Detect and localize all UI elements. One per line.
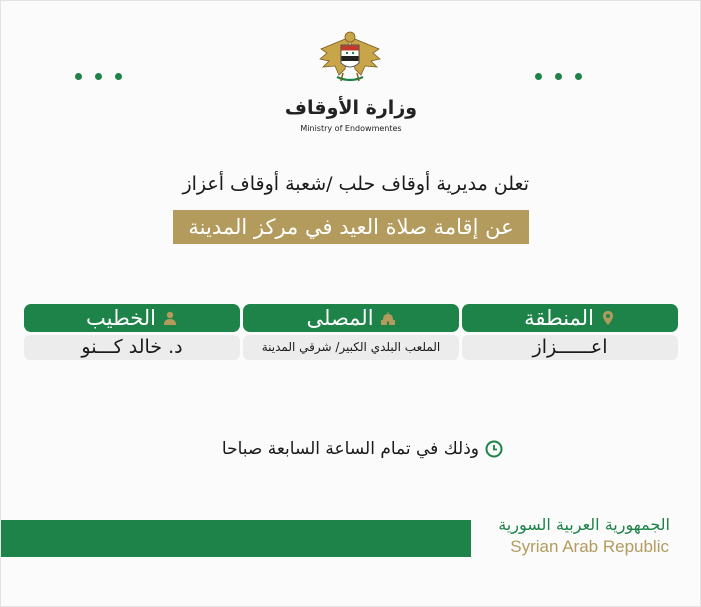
mosque-icon [380, 310, 396, 326]
region-value: اعــــــزاز [462, 335, 678, 360]
prayer-place-column [243, 304, 459, 360]
decorative-dots-left [75, 73, 122, 80]
prayer-time-text: وذلك في تمام الساعة السابعة صباحا [221, 439, 479, 459]
prayer-place-value: الملعب البلدي الكبير/ شرقي المدينة [243, 335, 459, 360]
region-column [462, 304, 678, 360]
ministry-name-arabic: وزارة الأوقاف [284, 97, 418, 119]
prayer-time [151, 439, 503, 459]
location-pin-icon [600, 310, 616, 326]
region-header [462, 304, 678, 332]
republic-name-english: Syrian Arab Republic [510, 537, 669, 556]
footer-green-bar [1, 520, 471, 557]
decorative-dots-right [535, 73, 582, 80]
preacher-title: الخطيب [86, 306, 156, 330]
clock-icon [485, 440, 503, 458]
person-icon [162, 310, 178, 326]
republic-name-arabic: الجمهورية العربية السورية [498, 515, 670, 534]
ministry-name-english: Ministry of Endowmentes [300, 124, 402, 133]
preacher-header [24, 304, 240, 332]
preacher-value: د. خالد كـــنو [24, 335, 240, 360]
preacher-column [24, 304, 240, 360]
region-title: المنطقة [524, 306, 594, 330]
syrian-eagle-emblem-icon [317, 29, 383, 91]
prayer-place-title: المصلى [306, 306, 374, 330]
announcement-line: تعلن مديرية أوقاف حلب /شعبة أوقاف أعزاز [182, 173, 529, 195]
announcement-subject-banner: عن إقامة صلاة العيد في مركز المدينة [173, 210, 529, 244]
prayer-place-header [243, 304, 459, 332]
